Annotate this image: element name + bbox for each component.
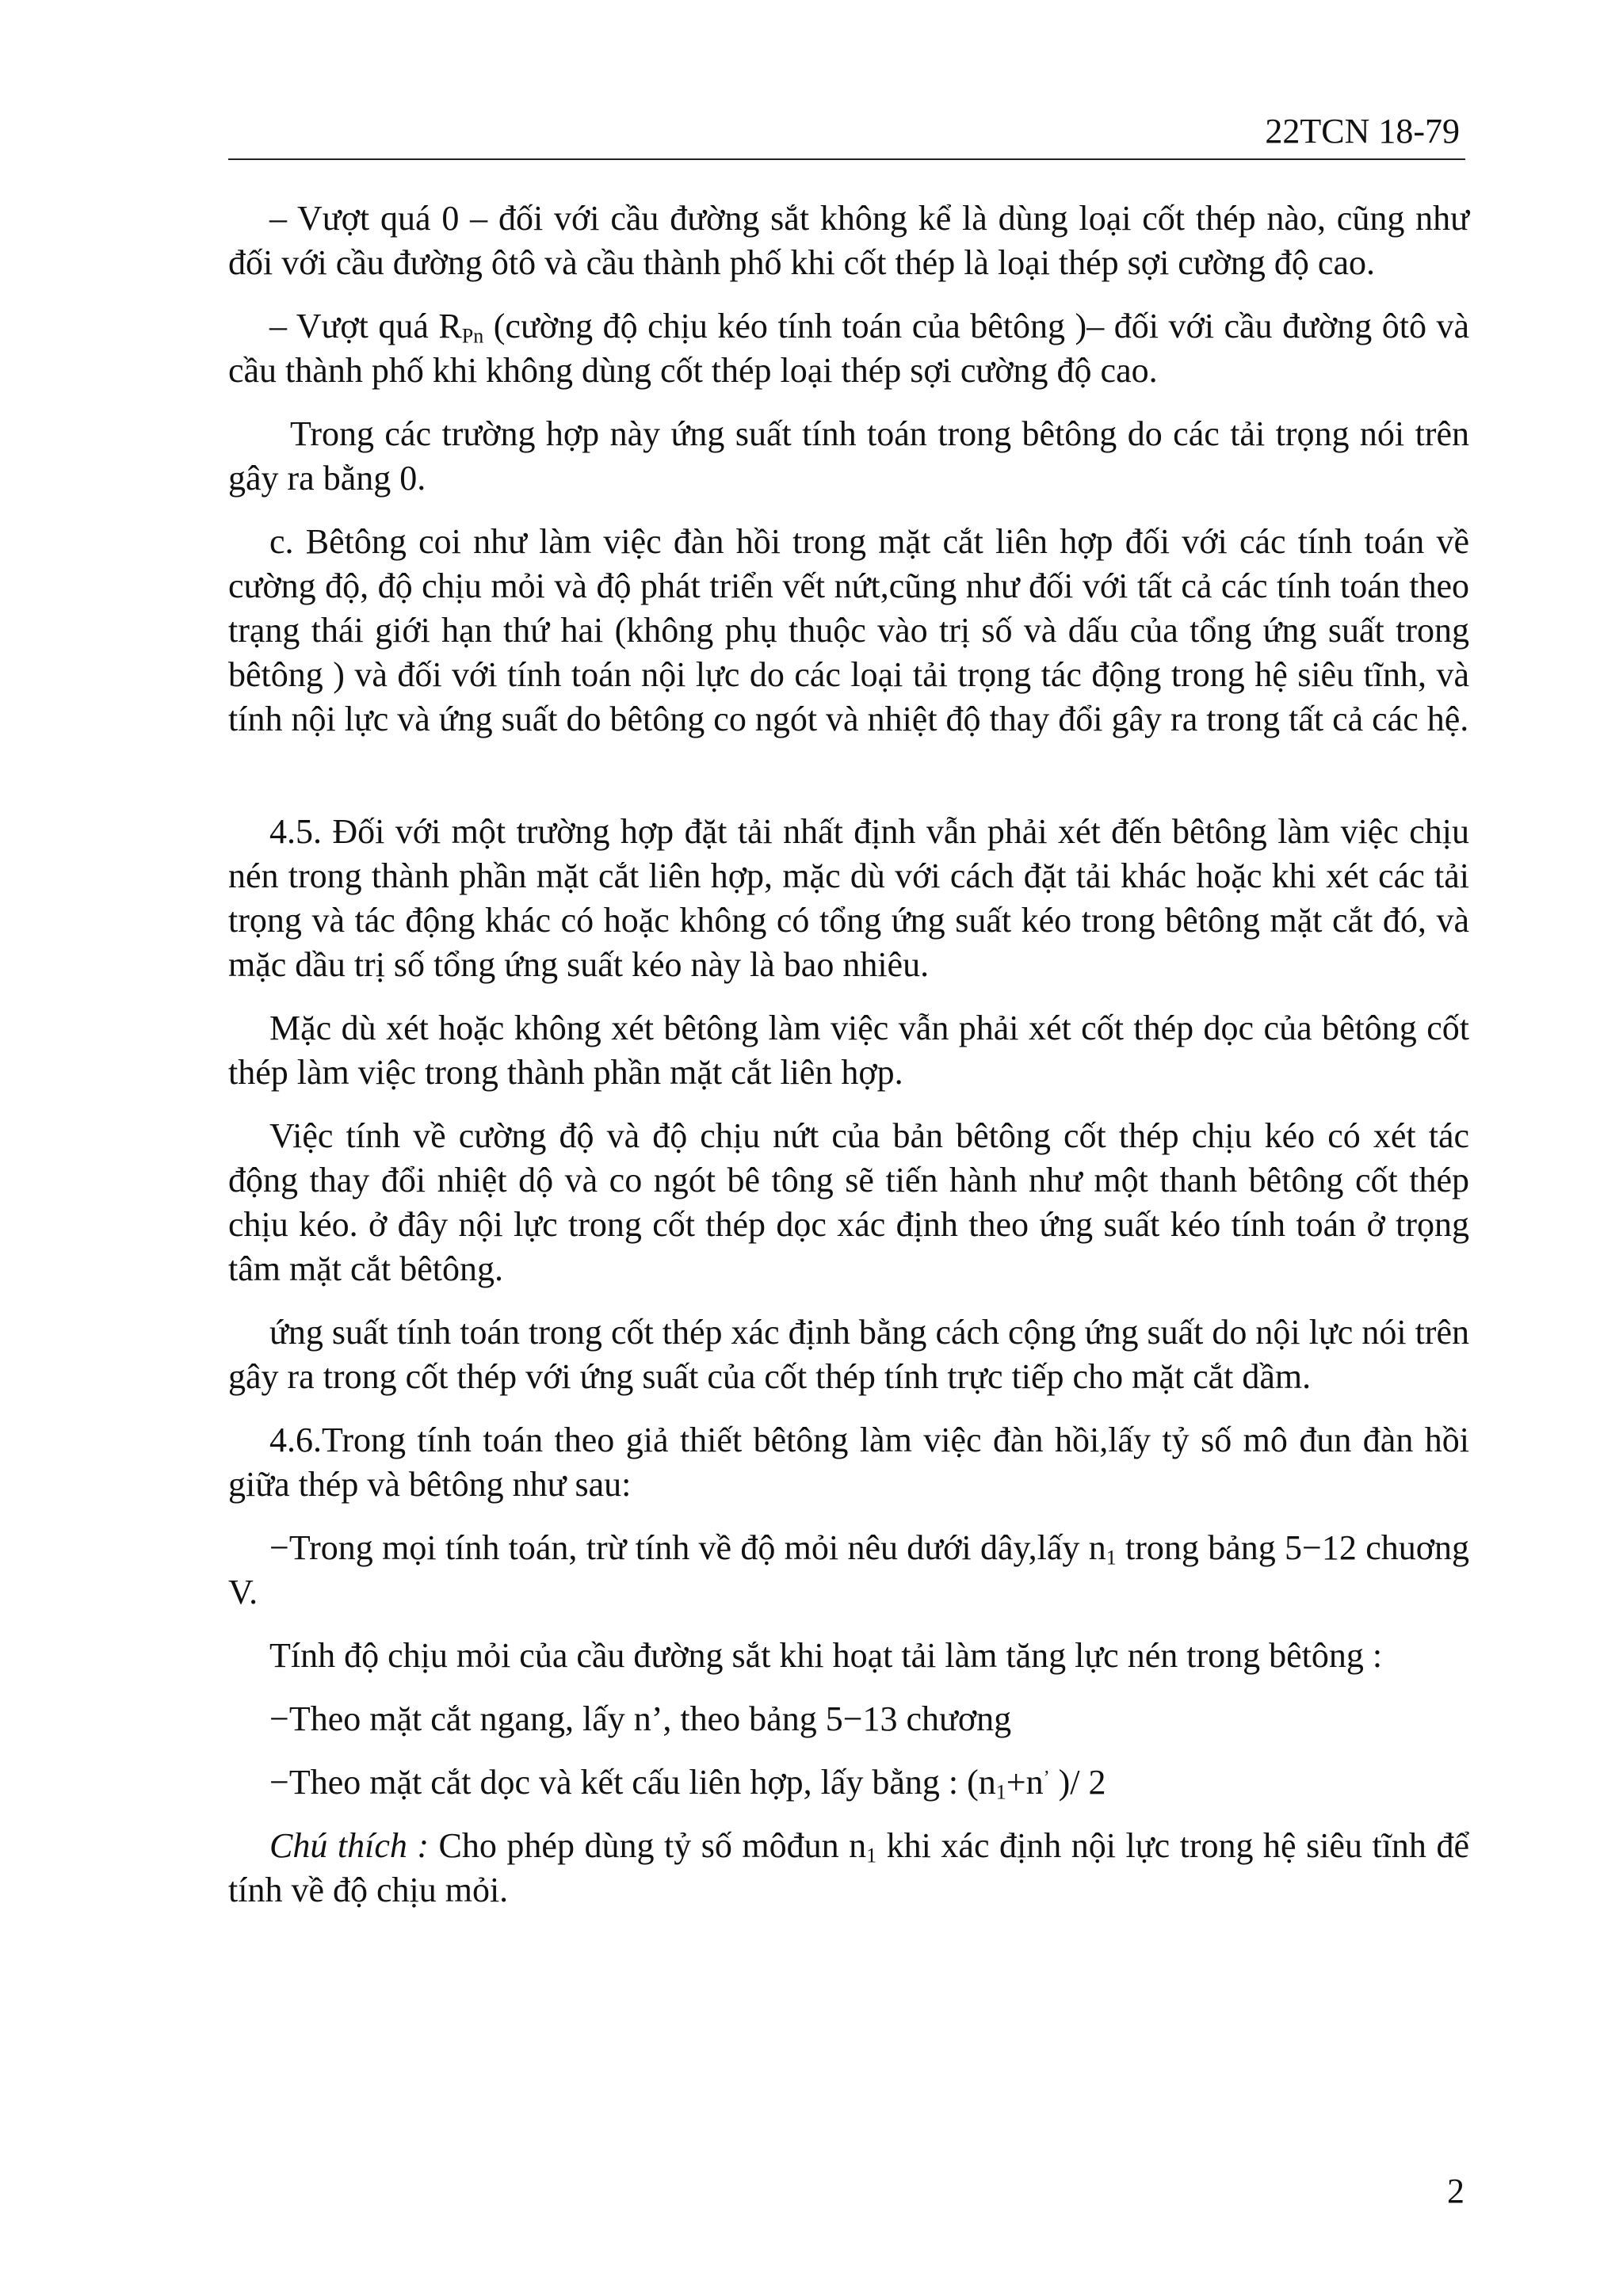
paragraph-fatigue: Tính độ chịu mỏi của cầu đường sắt khi hoạt tải làm tăng lực nén trong bêtông : (269, 1636, 1383, 1675)
text: Cho phép dùng tỷ số môđun n (429, 1826, 867, 1865)
paragraph-section-4-5: 4.5. Đối với một trường hợp đặt tải nhất định vẫn phải xét đến bêtông làm việc chịu nén trong thành phần mặt cắt liên hợp, mặc dù với cách đặt tải khác hoặc khi xét các tải trọng và tác động khác có hoặc không có tổng ứng suất kéo trong bêtông mặt cắt đó, và mặc dầu trị số tổng ứng suất kéo này là bao nhiêu. (228, 812, 1469, 984)
paragraph-rebar-stress: ứng suất tính toán trong cốt thép xác định bằng cách cộng ứng suất do nội lực nói trên gây ra trong cốt thép với ứng suất của cốt thép tính trực tiếp cho mặt cắt dầm. (228, 1313, 1469, 1396)
page-body (228, 196, 1469, 1932)
text: (cường độ chịu kéo tính toán của bêtông )– đối với cầu đường ôtô và cầu thành phố khi không dùng cốt thép loại thép sợi cường độ cao. (228, 307, 1469, 390)
paragraph-note (228, 1824, 1469, 1913)
subscript: Pn (461, 324, 484, 348)
text: trong bảng 5−12 chuơng V. (228, 1528, 1469, 1611)
paragraph-stress-zero: Trong các trường hợp này ứng suất tính toán trong bêtông do các tải trọng nói trên gây ra bằng 0. (228, 414, 1469, 498)
paragraph-all-calculations (228, 1526, 1469, 1615)
paragraph-elastic-behaviour: c. Bêtông coi như làm việc đàn hồi trong mặt cắt liên hợp đối với các tính toán về cường độ, độ chịu mỏi và độ phát triển vết nứt,cũng như đối với tất cả các tính toán theo trạng thái giới hạn thứ hai (không phụ thuộc vào trị số và dấu của tổng ứng suất trong bêtông ) và đối với tính toán nội lực do các loại tải trọng tác động trong hệ siêu tĩnh, và tính nội lực và ứng suất do bêtông co ngót và nhiệt độ thay đổi gây ra trong tất cả các hệ. (228, 522, 1469, 738)
paragraph-exceed-rpn (228, 304, 1469, 393)
text: −Trong mọi tính toán, trừ tính về độ mỏi nêu dưới dây,lấy n (269, 1528, 1106, 1567)
paragraph-crack-resistance: Việc tính về cường độ và độ chịu nứt của bản bêtông cốt thép chịu kéo có xét tác động thay đổi nhiệt dộ và co ngót bê tông sẽ tiến hành như một thanh bêtông cốt thép chịu kéo. ở đây nội lực trong cốt thép dọc xác định theo ứng suất kéo tính toán ở trọng tâm mặt cắt bêtông. (228, 1116, 1469, 1288)
document-code: 22TCN 18-79 (1265, 112, 1460, 151)
note-label: Chú thích : (269, 1826, 430, 1865)
paragraph-longitudinal-section (228, 1760, 1469, 1805)
text: −Theo mặt cắt dọc và kết cấu liên hợp, lấy bằng : (n (269, 1763, 996, 1802)
superscript: ’ (1043, 1767, 1050, 1788)
page-number: 2 (1447, 2172, 1465, 2210)
subscript: 1 (1106, 1546, 1117, 1569)
text: )/ 2 (1049, 1763, 1106, 1802)
text: – Vượt quá R (269, 307, 462, 345)
paragraph-section-4-6: 4.6.Trong tính toán theo giả thiết bêtông làm việc đàn hồi,lấy tỷ số mô đun đàn hồi giữa thép và bêtông như sau: (228, 1421, 1469, 1504)
header-rule (228, 158, 1465, 160)
subscript: 1 (866, 1844, 877, 1867)
paragraph-exceed-zero: – Vượt quá 0 – đối với cầu đường sắt không kể là dùng loại cốt thép nào, cũng như đối với cầu đường ôtô và cầu thành phố khi cốt thép là loại thép sợi cường độ cao. (228, 199, 1469, 282)
text: +n (1006, 1763, 1044, 1802)
text: khi xác định nội lực trong hệ siêu tĩnh để tính về độ chịu mỏi. (228, 1826, 1469, 1909)
subscript: 1 (995, 1780, 1006, 1804)
paragraph-longitudinal-rebar: Mặc dù xét hoặc không xét bêtông làm việc vẫn phải xét cốt thép dọc của bêtông cốt thép làm việc trong thành phần mặt cắt liên hợp. (228, 1009, 1469, 1092)
paragraph-cross-section: −Theo mặt cắt ngang, lấy n’, theo bảng 5−13 chương (269, 1699, 1012, 1738)
